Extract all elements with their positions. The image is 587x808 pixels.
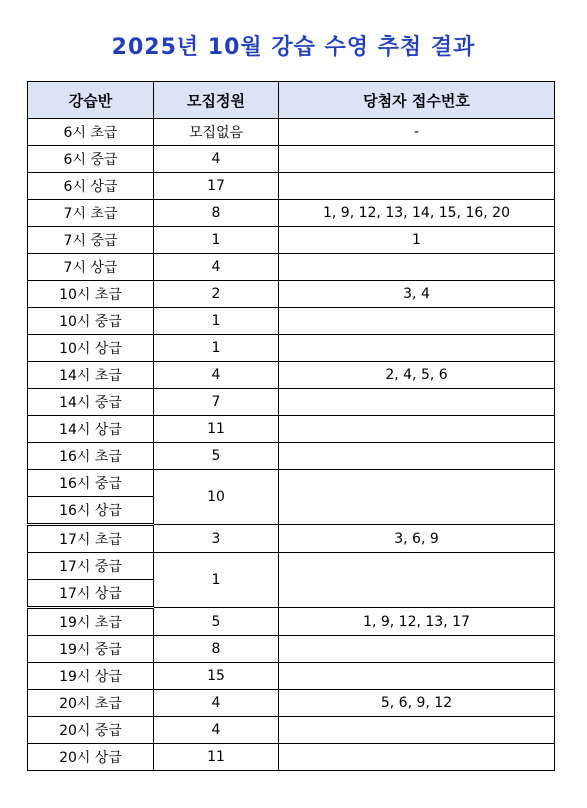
class-cell: 7시 중급 [28,227,154,254]
class-cell: 6시 초급 [28,119,154,146]
class-cell: 10시 상급 [28,335,154,362]
winners-cell: 1, 9, 12, 13, 14, 15, 16, 20 [279,200,555,227]
quota-cell: 11 [154,744,279,771]
class-cell: 7시 초급 [28,200,154,227]
class-cell: 14시 상급 [28,416,154,443]
quota-cell: 4 [154,690,279,717]
class-cell: 17시 초급 [28,525,154,553]
class-cell: 7시 상급 [28,254,154,281]
quota-cell: 4 [154,146,279,173]
winners-cell [279,744,555,771]
quota-cell: 1 [154,335,279,362]
winners-cell [279,335,555,362]
table-row [28,608,555,636]
table-row [28,416,555,443]
class-cell: 16시 초급 [28,443,154,470]
class-cell: 19시 초급 [28,608,154,636]
winners-cell [279,470,555,525]
winners-cell: 2, 4, 5, 6 [279,362,555,389]
winners-cell: 1 [279,227,555,254]
quota-cell: 8 [154,636,279,663]
winners-cell: 3, 6, 9 [279,525,555,553]
class-cell: 6시 상급 [28,173,154,200]
table-row [28,362,555,389]
class-cell: 14시 중급 [28,389,154,416]
winners-cell: 5, 6, 9, 12 [279,690,555,717]
winners-cell: 1, 9, 12, 13, 17 [279,608,555,636]
lottery-results-table [27,81,555,771]
table-row [28,200,555,227]
table-row [28,717,555,744]
table-header-row [28,82,555,119]
winners-cell: - [279,119,555,146]
table-row [28,389,555,416]
quota-cell: 5 [154,608,279,636]
class-cell: 19시 상급 [28,663,154,690]
table-row [28,308,555,335]
table-row [28,173,555,200]
class-cell: 10시 초급 [28,281,154,308]
quota-cell: 1 [154,308,279,335]
class-cell: 16시 중급 [28,470,154,497]
table-row [28,281,555,308]
winners-cell [279,173,555,200]
quota-cell: 1 [154,553,279,608]
header-quota: 모집정원 [154,82,279,119]
class-cell: 16시 상급 [28,497,154,525]
class-cell: 20시 초급 [28,690,154,717]
class-cell: 19시 중급 [28,636,154,663]
quota-cell: 2 [154,281,279,308]
table-row [28,470,555,497]
quota-cell: 1 [154,227,279,254]
class-cell: 14시 초급 [28,362,154,389]
table-row [28,227,555,254]
table-row [28,553,555,580]
winners-cell [279,308,555,335]
winners-cell [279,717,555,744]
header-class: 강습반 [28,82,154,119]
quota-cell: 3 [154,525,279,553]
quota-cell: 모집없음 [154,119,279,146]
table-row [28,663,555,690]
class-cell: 6시 중급 [28,146,154,173]
quota-cell: 4 [154,254,279,281]
winners-cell [279,389,555,416]
table-row [28,690,555,717]
winners-cell [279,636,555,663]
quota-cell: 15 [154,663,279,690]
class-cell: 20시 중급 [28,717,154,744]
table-row [28,335,555,362]
table-row [28,525,555,553]
table-row [28,744,555,771]
quota-cell: 17 [154,173,279,200]
quota-cell: 4 [154,362,279,389]
quota-cell: 11 [154,416,279,443]
table-row [28,146,555,173]
quota-cell: 8 [154,200,279,227]
quota-cell: 7 [154,389,279,416]
page-title: 2025년 10월 강습 수영 추첨 결과 [111,35,476,60]
class-cell: 17시 중급 [28,553,154,580]
winners-cell [279,146,555,173]
table-row [28,443,555,470]
winners-cell [279,553,555,608]
quota-cell: 4 [154,717,279,744]
table-row [28,636,555,663]
winners-cell [279,443,555,470]
class-cell: 17시 상급 [28,580,154,608]
winners-cell: 3, 4 [279,281,555,308]
winners-cell [279,416,555,443]
class-cell: 10시 중급 [28,308,154,335]
quota-cell: 5 [154,443,279,470]
table-row [28,254,555,281]
quota-cell: 10 [154,470,279,525]
header-winners: 당첨자 접수번호 [279,82,555,119]
winners-cell [279,254,555,281]
table-row [28,119,555,146]
class-cell: 20시 상급 [28,744,154,771]
winners-cell [279,663,555,690]
